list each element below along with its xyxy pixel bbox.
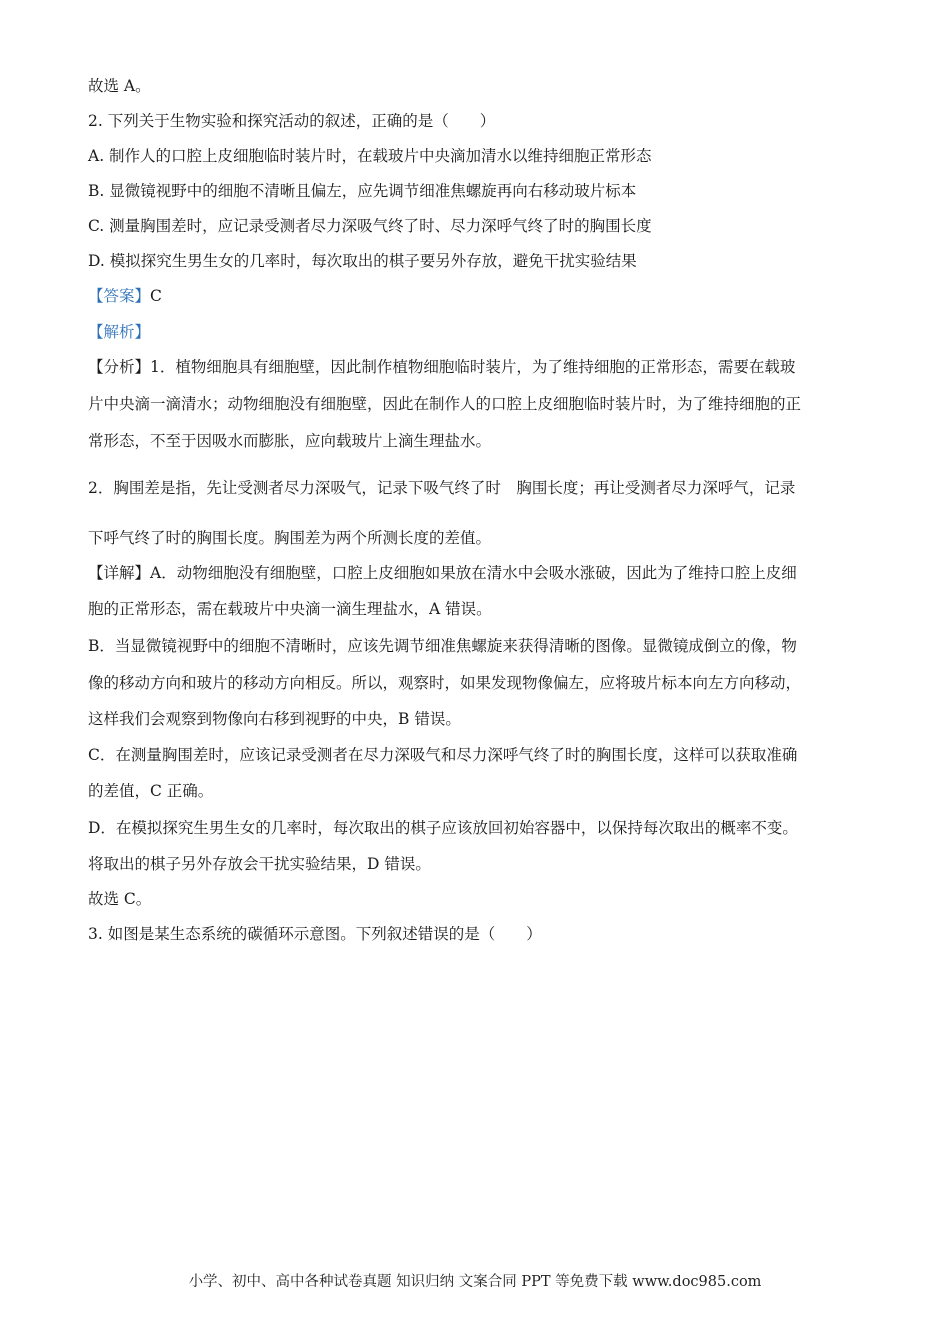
analysis-line-2: 片中央滴一滴清水；动物细胞没有细胞壁，因此在制作人的口腔上皮细胞临时装片时，为了维持细胞的正: [88, 395, 802, 413]
detail-line-6: C．在测量胸围差时，应该记录受测者在尽力深吸气和尽力深呼气终了时的胸围长度，这样可以获取准确: [88, 746, 798, 764]
question-2-option-b: B. 显微镜视野中的细胞不清晰且偏左，应先调节细准焦螺旋再向右移动玻片标本: [88, 182, 637, 200]
question-2-stem: 2. 下列关于生物实验和探究活动的叙述，正确的是（ ）: [88, 112, 496, 130]
analysis-point-2-line-1: 2．胸围差是指，先让受测者尽力深吸气，记录下吸气终了时 胸围长度；再让受测者尽力深呼气，记录: [88, 479, 796, 497]
detail-line-4: 像的移动方向和玻片的移动方向相反。所以，观察时，如果发现物像偏左，应将玻片标本向左方向移动，: [88, 674, 802, 692]
analysis-tag: 【解析】: [88, 323, 151, 341]
question-2-conclusion: 故选 C。: [88, 890, 152, 908]
detail-line-3: B．当显微镜视野中的细胞不清晰时，应该先调节细准焦螺旋来获得清晰的图像。显微镜成倒立的像，物: [88, 637, 797, 655]
analysis-point-2-line-2: 下呼气终了时的胸围长度。胸围差为两个所测长度的差值。: [88, 529, 492, 547]
fenxi-tag: 【分析】: [88, 358, 151, 376]
analysis-line-1: [88, 357, 795, 377]
answer-line: [88, 286, 162, 306]
question-3-stem: 3. 如图是某生态系统的碳循环示意图。下列叙述错误的是（ ）: [88, 925, 542, 943]
xiangjie-tag: 【详解】: [88, 564, 151, 582]
detail-line-7: 的差值，C 正确。: [88, 782, 214, 800]
detail-line-5: 这样我们会观察到物像向右移到视野的中央，B 错误。: [88, 710, 461, 728]
detail-line-8: D．在模拟探究生男生女的几率时，每次取出的棋子应该放回初始容器中，以保持每次取出的概率不变。: [88, 819, 798, 837]
detail-text-1: A．动物细胞没有细胞壁，口腔上皮细胞如果放在清水中会吸水涨破，因此为了维持口腔上皮细: [150, 564, 797, 582]
question-2-option-a: A. 制作人的口腔上皮细胞临时装片时，在载玻片中央滴加清水以维持细胞正常形态: [88, 147, 652, 165]
answer-tag: 【答案】: [88, 287, 151, 305]
detail-line-9: 将取出的棋子另外存放会干扰实验结果，D 错误。: [88, 855, 431, 873]
question-2-option-d: D. 模拟探究生男生女的几率时，每次取出的棋子要另外存放，避免干扰实验结果: [88, 252, 637, 270]
detail-line-1: [88, 563, 797, 583]
question-2-option-c: C. 测量胸围差时，应记录受测者尽力深吸气终了时、尽力深呼气终了时的胸围长度: [88, 217, 652, 235]
analysis-line-3: 常形态，不至于因吸水而膨胀，应向载玻片上滴生理盐水。: [88, 432, 492, 450]
answer-value: C: [150, 287, 162, 305]
detail-line-2: 胞的正常形态，需在载玻片中央滴一滴生理盐水，A 错误。: [88, 600, 492, 618]
fenxi-text-1: 1．植物细胞具有细胞壁，因此制作植物细胞临时装片，为了维持细胞的正常形态，需要在载玻: [150, 358, 796, 376]
footer-note: 小学、初中、高中各种试卷真题 知识归纳 文案合同 PPT 等免费下载 www.doc985.com: [188, 1274, 762, 1290]
previous-answer-conclusion: 故选 A。: [88, 77, 151, 95]
